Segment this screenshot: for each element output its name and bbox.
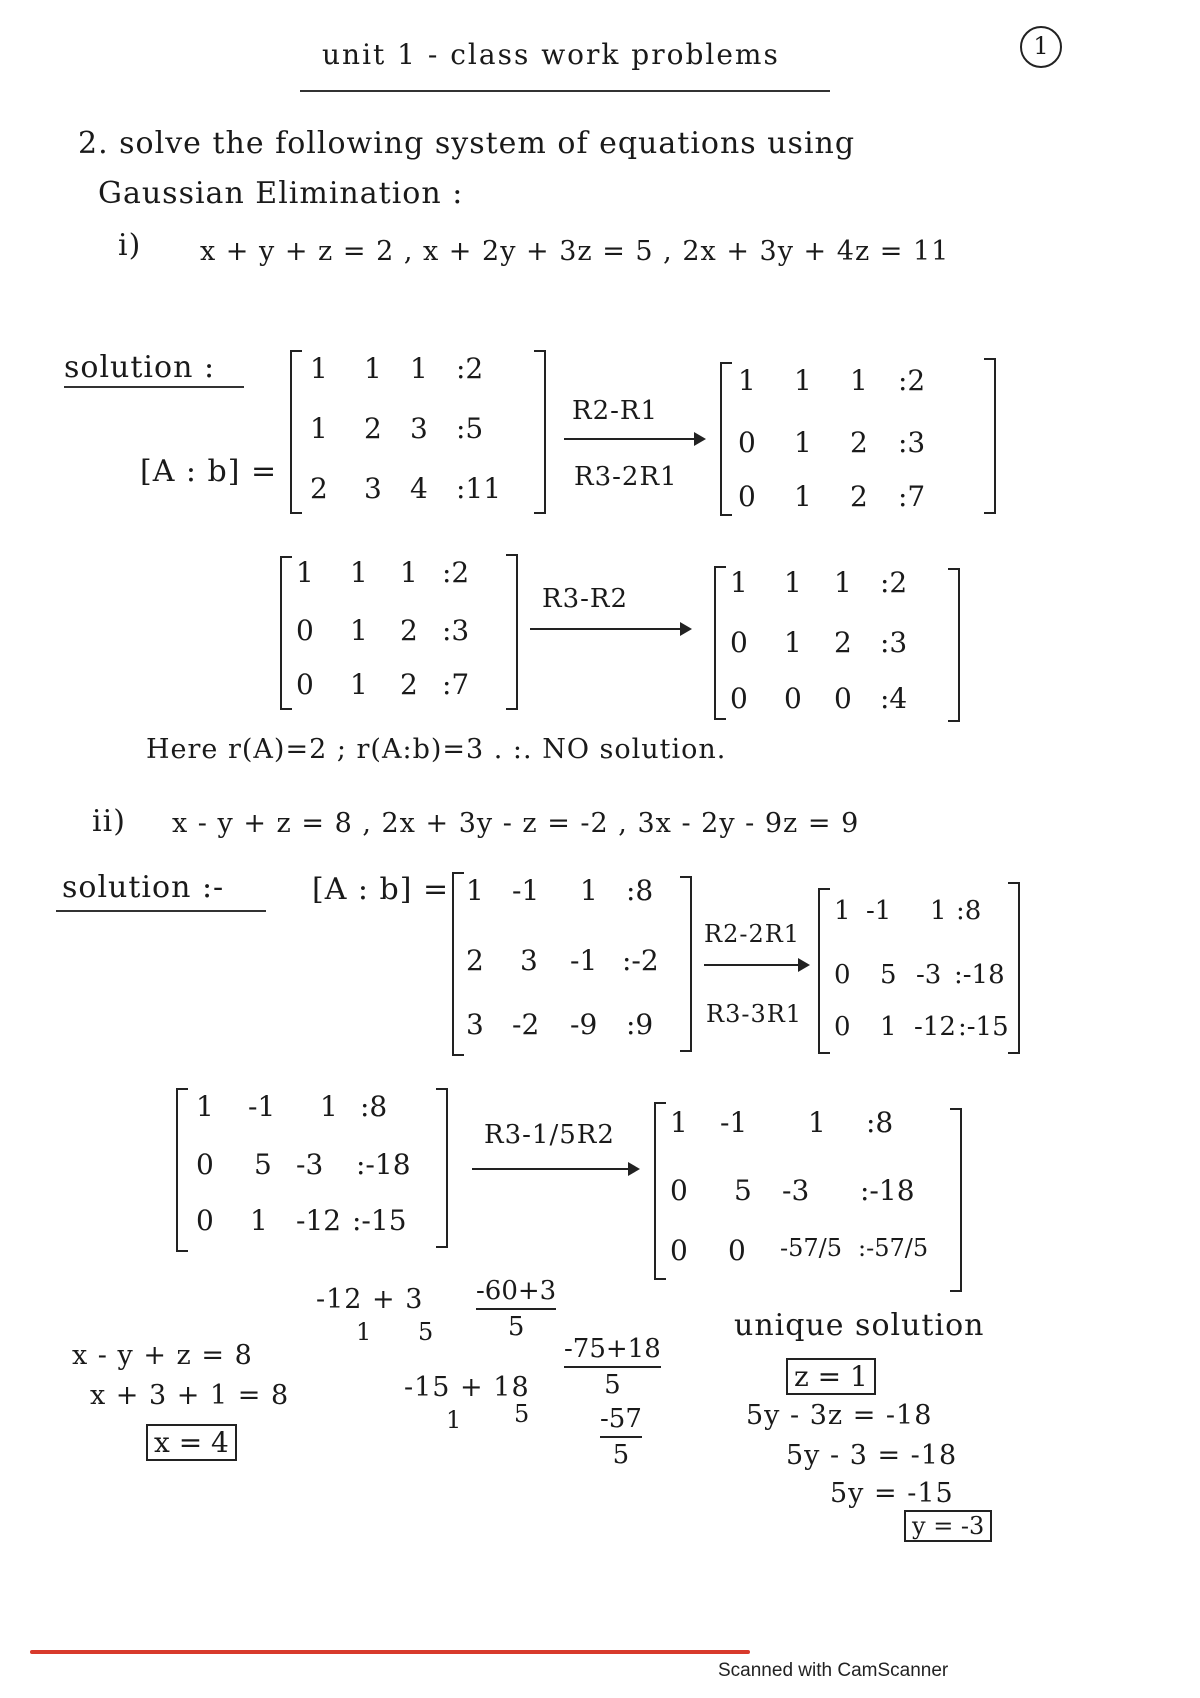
- matrix-cell: -57/5: [780, 1234, 843, 1262]
- matrix-cell: 1: [794, 480, 812, 513]
- matrix-cell: 1: [850, 364, 868, 397]
- matrix-cell: 2: [400, 668, 418, 701]
- matrix-cell: 1: [250, 1204, 268, 1237]
- matrix-cell: 2: [466, 944, 484, 977]
- matrix-cell: -2: [512, 1008, 540, 1041]
- matrix-cell: 1: [310, 352, 328, 385]
- calc2-den: 5: [604, 1370, 621, 1400]
- matrix-cell: -1: [512, 874, 540, 907]
- calc1-den-b: 5: [418, 1318, 435, 1346]
- matrix-bracket-left: [176, 1088, 188, 1252]
- matrix-cell: 0: [196, 1148, 214, 1181]
- matrix-cell: :7: [442, 668, 470, 701]
- row-operation-label: R3-R2: [542, 584, 629, 614]
- matrix-cell: 1: [350, 556, 368, 589]
- matrix-cell: 1: [670, 1106, 688, 1139]
- matrix-cell: 1: [196, 1090, 214, 1123]
- matrix-cell: :-18: [860, 1174, 915, 1207]
- matrix-cell: -1: [720, 1106, 748, 1139]
- matrix-cell: :-2: [622, 944, 659, 977]
- calc2-den-b: 5: [514, 1400, 531, 1428]
- matrix-bracket-left: [720, 362, 732, 516]
- matrix-cell: 0: [834, 960, 851, 990]
- matrix-bracket-left: [654, 1102, 666, 1280]
- matrix-cell: 3: [520, 944, 538, 977]
- matrix-cell: 1: [834, 896, 851, 926]
- matrix-bracket-right: [984, 358, 996, 514]
- calc2-num: -75+18: [564, 1334, 661, 1364]
- fraction-bar: [476, 1308, 556, 1310]
- matrix-cell: 1: [784, 566, 802, 599]
- backsub-line-4: 5y - 3 = -18: [786, 1440, 958, 1471]
- calc3-den: 5: [612, 1440, 630, 1470]
- unique-solution-label: unique solution: [734, 1308, 985, 1343]
- solution2-augmented-label: [A : b] =: [312, 872, 450, 907]
- matrix-cell: 0: [834, 1012, 851, 1042]
- backsub-line-1: x - y + z = 8: [72, 1340, 253, 1371]
- matrix-cell: 1: [738, 364, 756, 397]
- row-operation-label: R3-2R1: [574, 462, 678, 492]
- matrix-cell: 0: [834, 682, 852, 715]
- matrix-cell: :9: [626, 1008, 654, 1041]
- calc2-lhs: -15 + 18: [404, 1372, 530, 1403]
- matrix-cell: :8: [360, 1090, 388, 1123]
- matrix-cell: 2: [310, 472, 328, 505]
- matrix-cell: -9: [570, 1008, 598, 1041]
- backsub-line-5: 5y = -15: [830, 1478, 954, 1509]
- arrow-icon: [530, 628, 690, 630]
- problem-line-1: 2. solve the following system of equations using: [78, 126, 856, 161]
- matrix-cell: :3: [880, 626, 908, 659]
- matrix-cell: 3: [364, 472, 382, 505]
- calc1-lhs: -12 + 3: [316, 1284, 424, 1315]
- matrix-cell: 4: [410, 472, 428, 505]
- answer-z-box: z = 1: [786, 1358, 876, 1395]
- matrix-cell: 2: [400, 614, 418, 647]
- matrix-cell: 0: [738, 426, 756, 459]
- matrix-bracket-left: [714, 566, 726, 720]
- solution2-underline: [56, 910, 266, 912]
- matrix-bracket-right: [1008, 882, 1020, 1054]
- backsub-line-3: 5y - 3z = -18: [746, 1400, 933, 1431]
- matrix-cell: :-15: [352, 1204, 407, 1237]
- part1-equations: x + y + z = 2 , x + 2y + 3z = 5 , 2x + 3y + 4z = 11: [200, 236, 950, 267]
- matrix-cell: :3: [898, 426, 926, 459]
- matrix-cell: -1: [866, 896, 892, 926]
- scan-edge-line: [30, 1650, 750, 1654]
- matrix-cell: 1: [364, 352, 382, 385]
- matrix-cell: -3: [296, 1148, 324, 1181]
- matrix-bracket-right: [436, 1088, 448, 1248]
- problem-line-2: Gaussian Elimination :: [98, 176, 464, 211]
- matrix-cell: :3: [442, 614, 470, 647]
- calc1-num: -60+3: [476, 1276, 557, 1306]
- matrix-bracket-right: [680, 876, 692, 1052]
- part1-label: i): [118, 228, 142, 263]
- matrix-cell: 5: [880, 960, 897, 990]
- matrix-bracket-left: [818, 888, 830, 1054]
- matrix-cell: 1: [310, 412, 328, 445]
- title-underline: [300, 90, 830, 92]
- matrix-cell: :2: [442, 556, 470, 589]
- matrix-cell: :-18: [356, 1148, 411, 1181]
- matrix-cell: -3: [916, 960, 942, 990]
- arrow-icon: [472, 1168, 638, 1170]
- matrix-cell: :8: [866, 1106, 894, 1139]
- matrix-cell: :2: [456, 352, 484, 385]
- calc2-result: [564, 1334, 661, 1400]
- matrix-cell: 2: [850, 426, 868, 459]
- calc1-result: [476, 1276, 556, 1342]
- matrix-cell: 0: [296, 668, 314, 701]
- matrix-cell: 1: [794, 364, 812, 397]
- row-operation-label: R2-R1: [572, 396, 659, 426]
- solution1-label: solution :: [64, 350, 216, 385]
- matrix-cell: 3: [466, 1008, 484, 1041]
- matrix-cell: 2: [834, 626, 852, 659]
- row-operation-label: R3-3R1: [706, 1000, 803, 1028]
- matrix-cell: :-18: [954, 960, 1005, 990]
- matrix-cell: :4: [880, 682, 908, 715]
- solution1-augmented-label: [A : b] =: [140, 454, 278, 489]
- matrix-bracket-right: [534, 350, 546, 514]
- matrix-cell: 1: [580, 874, 598, 907]
- matrix-bracket-left: [280, 556, 292, 710]
- matrix-cell: 0: [670, 1234, 688, 1267]
- page-title: unit 1 - class work problems: [322, 38, 780, 71]
- row-operation-label: R3-1/5R2: [484, 1120, 615, 1150]
- arrow-icon: [564, 438, 704, 440]
- calc3-result: [600, 1404, 642, 1470]
- matrix-cell: :8: [956, 896, 982, 926]
- matrix-cell: 1: [808, 1106, 826, 1139]
- matrix-cell: 0: [738, 480, 756, 513]
- calc3-num: -57: [600, 1404, 642, 1434]
- fraction-bar: [600, 1436, 642, 1438]
- answer-x-box: x = 4: [146, 1424, 237, 1461]
- matrix-cell: 2: [364, 412, 382, 445]
- backsub-line-2: x + 3 + 1 = 8: [90, 1380, 290, 1411]
- solution2-label: solution :-: [62, 870, 225, 905]
- matrix-cell: :7: [898, 480, 926, 513]
- scanner-watermark: Scanned with CamScanner: [718, 1660, 949, 1681]
- matrix-cell: 0: [784, 682, 802, 715]
- matrix-cell: 0: [730, 682, 748, 715]
- matrix-cell: 0: [730, 626, 748, 659]
- matrix-cell: 1: [730, 566, 748, 599]
- matrix-bracket-right: [948, 568, 960, 722]
- matrix-cell: 1: [880, 1012, 897, 1042]
- matrix-cell: -1: [248, 1090, 276, 1123]
- matrix-cell: -1: [570, 944, 598, 977]
- matrix-cell: 0: [670, 1174, 688, 1207]
- matrix-bracket-left: [290, 350, 302, 514]
- part2-label: ii): [92, 804, 126, 839]
- matrix-cell: :11: [456, 472, 502, 505]
- calc1-den-a: 1: [356, 1318, 373, 1346]
- matrix-cell: 1: [834, 566, 852, 599]
- matrix-cell: 1: [930, 896, 947, 926]
- matrix-cell: :5: [456, 412, 484, 445]
- matrix-cell: 5: [254, 1148, 272, 1181]
- matrix-cell: 1: [794, 426, 812, 459]
- matrix-cell: :2: [880, 566, 908, 599]
- matrix-cell: 2: [850, 480, 868, 513]
- matrix-cell: :8: [626, 874, 654, 907]
- part2-equations: x - y + z = 8 , 2x + 3y - z = -2 , 3x - 2y - 9z = 9: [172, 808, 860, 839]
- arrow-icon: [704, 964, 808, 966]
- matrix-cell: :-57/5: [858, 1234, 929, 1262]
- row-operation-label: R2-2R1: [704, 920, 801, 948]
- matrix-cell: 0: [728, 1234, 746, 1267]
- matrix-cell: 1: [350, 614, 368, 647]
- matrix-cell: 3: [410, 412, 428, 445]
- solution1-conclusion: Here r(A)=2 ; r(A:b)=3 . :. NO solution.: [146, 734, 727, 765]
- matrix-cell: :-15: [958, 1012, 1009, 1042]
- matrix-cell: 1: [784, 626, 802, 659]
- matrix-bracket-right: [506, 554, 518, 710]
- calc2-den-a: 1: [446, 1406, 463, 1434]
- answer-y-box: y = -3: [904, 1510, 992, 1542]
- matrix-bracket-left: [452, 872, 464, 1056]
- solution1-underline: [64, 386, 244, 388]
- matrix-cell: -12: [296, 1204, 342, 1237]
- fraction-bar: [564, 1366, 661, 1368]
- calc1-den: 5: [507, 1312, 525, 1342]
- matrix-cell: :2: [898, 364, 926, 397]
- matrix-cell: 0: [296, 614, 314, 647]
- page-number: 1: [1020, 26, 1062, 68]
- matrix-cell: 1: [466, 874, 484, 907]
- matrix-cell: 1: [400, 556, 418, 589]
- matrix-bracket-right: [950, 1108, 962, 1292]
- matrix-cell: 5: [734, 1174, 752, 1207]
- matrix-cell: -3: [782, 1174, 810, 1207]
- matrix-cell: -12: [914, 1012, 956, 1042]
- matrix-cell: 0: [196, 1204, 214, 1237]
- matrix-cell: 1: [350, 668, 368, 701]
- matrix-cell: 1: [296, 556, 314, 589]
- matrix-cell: 1: [320, 1090, 338, 1123]
- matrix-cell: 1: [410, 352, 428, 385]
